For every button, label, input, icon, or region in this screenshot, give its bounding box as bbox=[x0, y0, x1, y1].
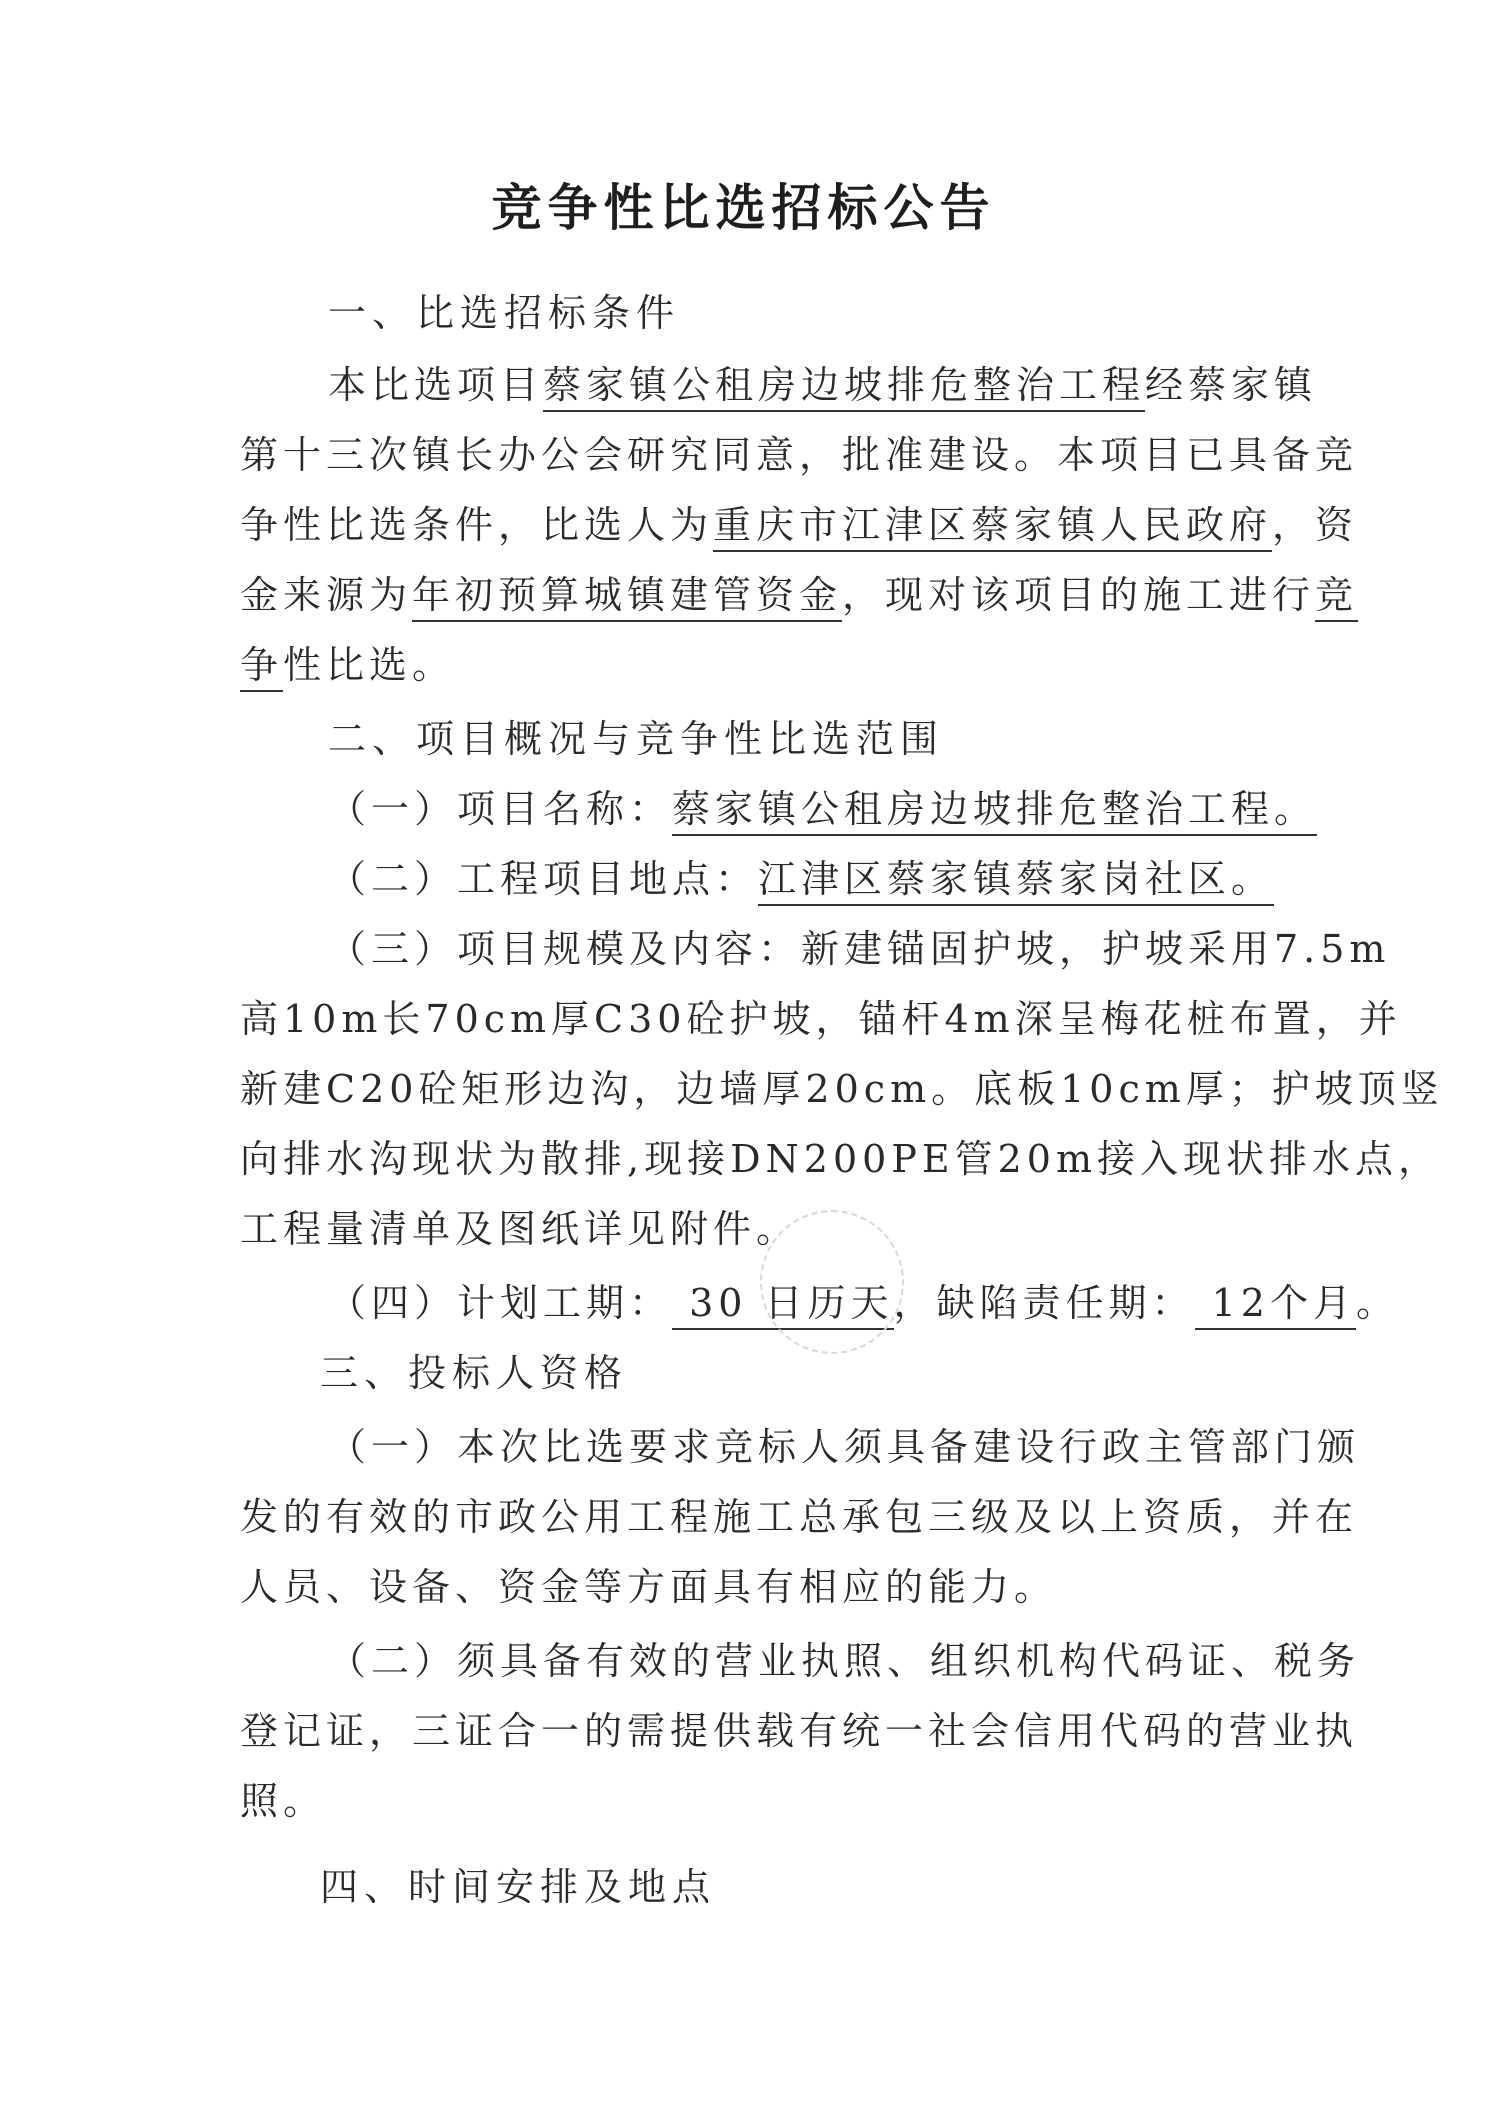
qualification-line: （二）须具备有效的营业执照、组织机构代码证、税务 bbox=[328, 1639, 1361, 1683]
section1-paragraph-line: 第十三次镇长办公会研究同意，批准建设。本项目已具备竞 bbox=[240, 433, 1359, 477]
section1-heading: 一、比选招标条件 bbox=[328, 291, 681, 335]
project-scope-line: 新建C20砼矩形边沟，边墙厚20cm。底板10cm厚；护坡顶竖 bbox=[240, 1067, 1444, 1111]
qualification-line: 发的有效的市政公用工程施工总承包三级及以上资质，并在 bbox=[240, 1495, 1359, 1539]
project-location-item bbox=[328, 852, 1378, 906]
text-run: ，缺陷责任期： bbox=[893, 1281, 1195, 1325]
project-scope-line: 工程量清单及图纸详见附件。 bbox=[240, 1207, 800, 1251]
text-run-underlined: 竞 bbox=[1315, 573, 1358, 622]
section1-paragraph-line bbox=[240, 638, 1290, 692]
section4-heading: 四、时间安排及地点 bbox=[320, 1865, 717, 1909]
text-run: 。 bbox=[1355, 1281, 1399, 1325]
section2-heading: 二、项目概况与竞争性比选范围 bbox=[328, 717, 945, 761]
item-label: （四）计划工期： bbox=[328, 1281, 673, 1325]
text-run: 性比选。 bbox=[283, 643, 456, 687]
item-label: （二）工程项目地点： bbox=[328, 857, 759, 901]
qualification-line: （一）本次比选要求竞标人须具备建设行政主管部门颁 bbox=[328, 1425, 1361, 1469]
project-scope-line: （三）项目规模及内容：新建锚固护坡，护坡采用7.5m bbox=[328, 927, 1391, 971]
section1-paragraph-line bbox=[240, 498, 1359, 552]
qualification-line: 人员、设备、资金等方面具有相应的能力。 bbox=[240, 1565, 1058, 1609]
owner-underlined: 重庆市江津区蔡家镇人民政府 bbox=[713, 503, 1272, 552]
text-run: ，现对该项目的施工进行 bbox=[842, 573, 1316, 617]
text-run: 本比选项目 bbox=[328, 363, 544, 407]
qualification-line: 照。 bbox=[240, 1779, 327, 1823]
project-name-item bbox=[328, 782, 1378, 836]
section1-paragraph-line bbox=[240, 568, 1359, 622]
item-value-underlined: 蔡家镇公租房边坡排危整治工程。 bbox=[672, 787, 1317, 836]
project-scope-line: 高10m长70cm厚C30砼护坡，锚杆4m深呈梅花桩布置，并 bbox=[240, 997, 1402, 1041]
text-run: 经蔡家镇 bbox=[1145, 363, 1318, 407]
section3-heading: 三、投标人资格 bbox=[320, 1351, 629, 1395]
warranty-underlined: 12个月 bbox=[1195, 1281, 1356, 1330]
fund-source-underlined: 年初预算城镇建管资金 bbox=[412, 573, 842, 622]
item-value-underlined: 江津区蔡家镇蔡家岗社区。 bbox=[758, 857, 1274, 906]
text-run-underlined: 争 bbox=[240, 643, 283, 692]
project-scope-line: 向排水沟现状为散排,现接DN200PE管20m接入现状排水点， bbox=[240, 1137, 1442, 1181]
item-label: （一）项目名称： bbox=[328, 787, 673, 831]
faint-stamp-mark bbox=[760, 1210, 904, 1354]
document-title: 竞争性比选招标公告 bbox=[491, 179, 996, 237]
section1-paragraph-line bbox=[328, 358, 1378, 412]
qualification-line: 登记证，三证合一的需提供载有统一社会信用代码的营业执 bbox=[240, 1709, 1359, 1753]
project-name-underlined: 蔡家镇公租房边坡排危整治工程 bbox=[543, 363, 1145, 412]
text-run: ，资 bbox=[1272, 503, 1359, 547]
text-run: 金来源为 bbox=[240, 573, 413, 617]
duration-underlined: 30 日历天 bbox=[672, 1281, 894, 1330]
text-run: 争性比选条件，比选人为 bbox=[240, 503, 714, 547]
